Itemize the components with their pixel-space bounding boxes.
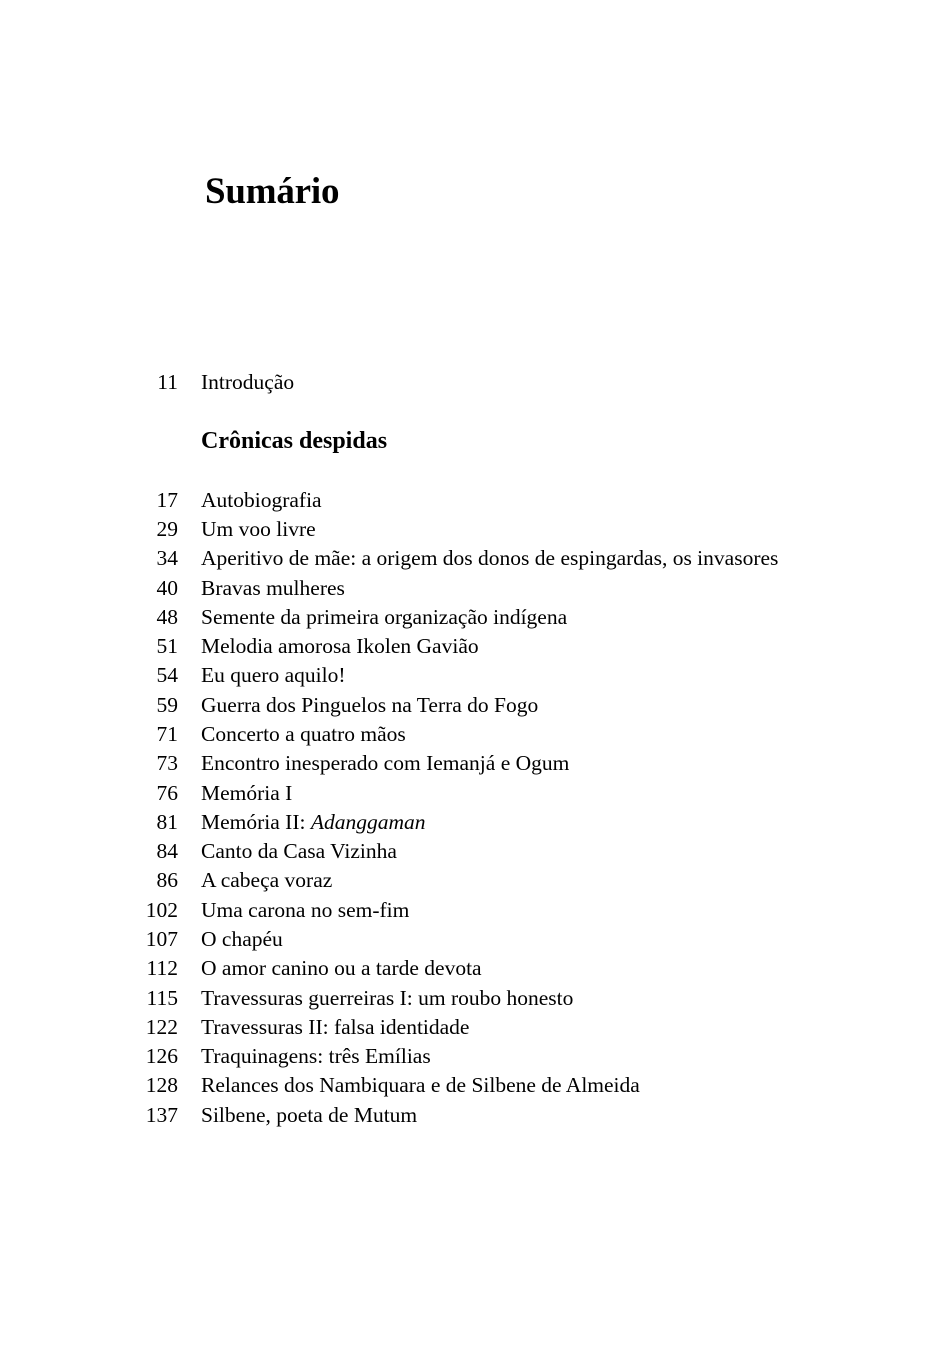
page-number: 71 bbox=[156, 722, 178, 746]
entry-title: Semente da primeira organização indígena bbox=[201, 605, 568, 629]
entry-title-italic: Adanggaman bbox=[310, 810, 426, 834]
entry-title: A cabeça voraz bbox=[201, 868, 333, 892]
page-title: Sumário bbox=[205, 171, 340, 212]
entry-title: O amor canino ou a tarde devota bbox=[201, 956, 482, 980]
entry-title: Um voo livre bbox=[201, 517, 316, 541]
page-number: 112 bbox=[146, 956, 178, 980]
page-number: 48 bbox=[156, 605, 178, 629]
entry-title: Bravas mulheres bbox=[201, 576, 345, 600]
toc-entry[interactable] bbox=[0, 984, 945, 1013]
entry-title bbox=[201, 808, 426, 837]
page-number: 137 bbox=[145, 1103, 178, 1127]
toc-entry[interactable] bbox=[0, 808, 945, 837]
page-number: 107 bbox=[145, 927, 178, 951]
toc-entry[interactable] bbox=[0, 720, 945, 749]
entry-title: Travessuras II: falsa identidade bbox=[201, 1015, 470, 1039]
entry-title: Relances dos Nambiquara e de Silbene de Almeida bbox=[201, 1073, 640, 1097]
entry-title: Introdução bbox=[201, 370, 295, 394]
entry-title: Canto da Casa Vizinha bbox=[201, 839, 397, 863]
page-number: 115 bbox=[146, 986, 178, 1010]
page-number: 102 bbox=[145, 898, 178, 922]
toc-entry[interactable] bbox=[0, 749, 945, 778]
entry-title: Autobiografia bbox=[201, 488, 322, 512]
toc-entry[interactable] bbox=[0, 866, 945, 895]
toc-entry[interactable] bbox=[0, 1071, 945, 1100]
entry-title: Guerra dos Pinguelos na Terra do Fogo bbox=[201, 693, 539, 717]
page-number: 11 bbox=[157, 370, 178, 394]
entry-title: Concerto a quatro mãos bbox=[201, 722, 406, 746]
toc-entry[interactable] bbox=[0, 1042, 945, 1071]
page-number: 73 bbox=[156, 751, 178, 775]
entry-title: Encontro inesperado com Iemanjá e Ogum bbox=[201, 751, 570, 775]
entry-title-roman: Memória II: bbox=[201, 810, 311, 834]
page-number: 84 bbox=[156, 839, 178, 863]
section-heading: Crônicas despidas bbox=[201, 428, 388, 454]
page-number: 59 bbox=[156, 693, 178, 717]
toc-entry[interactable] bbox=[0, 837, 945, 866]
page-number: 34 bbox=[156, 546, 178, 570]
toc-entry-introduction[interactable] bbox=[0, 368, 945, 397]
toc-entry[interactable] bbox=[0, 661, 945, 690]
entry-title: Memória I bbox=[201, 781, 293, 805]
page-number: 76 bbox=[156, 781, 178, 805]
entry-title: Eu quero aquilo! bbox=[201, 663, 346, 687]
entry-title: Melodia amorosa Ikolen Gavião bbox=[201, 634, 479, 658]
page-number: 51 bbox=[156, 634, 178, 658]
page-number: 29 bbox=[156, 517, 178, 541]
toc-entry[interactable] bbox=[0, 574, 945, 603]
toc-entry[interactable] bbox=[0, 603, 945, 632]
entry-title: O chapéu bbox=[201, 927, 283, 951]
toc-entry[interactable] bbox=[0, 896, 945, 925]
toc-entry[interactable] bbox=[0, 954, 945, 983]
page-number: 40 bbox=[156, 576, 178, 600]
toc-entry[interactable] bbox=[0, 632, 945, 661]
entry-title: Travessuras guerreiras I: um roubo honesto bbox=[201, 986, 574, 1010]
page-number: 128 bbox=[145, 1073, 178, 1097]
toc-entry[interactable] bbox=[0, 515, 945, 544]
page-number: 122 bbox=[145, 1015, 178, 1039]
toc-entry[interactable] bbox=[0, 544, 945, 573]
page-number: 81 bbox=[156, 810, 178, 834]
toc-entry[interactable] bbox=[0, 486, 945, 515]
entry-title: Traquinagens: três Emílias bbox=[201, 1044, 431, 1068]
toc-entry[interactable] bbox=[0, 1101, 945, 1130]
toc-entry[interactable] bbox=[0, 925, 945, 954]
entry-title: Uma carona no sem-fim bbox=[201, 898, 410, 922]
page-number: 126 bbox=[145, 1044, 178, 1068]
page-number: 86 bbox=[156, 868, 178, 892]
toc-entry[interactable] bbox=[0, 691, 945, 720]
page-number: 17 bbox=[156, 488, 178, 512]
toc-entry[interactable] bbox=[0, 1013, 945, 1042]
page-number: 54 bbox=[156, 663, 178, 687]
entry-title: Aperitivo de mãe: a origem dos donos de espingardas, os invasores bbox=[201, 546, 779, 570]
entry-title: Silbene, poeta de Mutum bbox=[201, 1103, 418, 1127]
toc-entry[interactable] bbox=[0, 779, 945, 808]
